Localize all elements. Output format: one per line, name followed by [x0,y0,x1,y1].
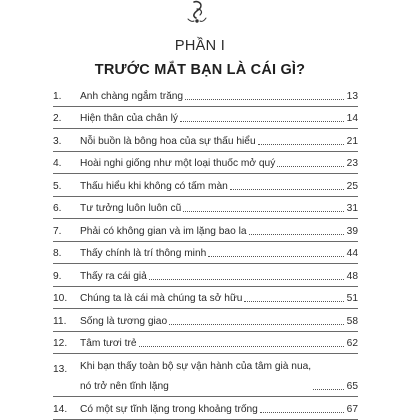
leader-dots [258,144,344,145]
toc-entry[interactable] [53,264,358,287]
toc-number: 13. [53,364,68,375]
toc-entry[interactable] [53,397,358,420]
toc-title: Khi bạn thấy toàn bộ sự vận hành của tâm già nua, [80,361,312,372]
toc-page-number: 21 [346,135,358,147]
toc-title: Anh chàng ngắm trăng [80,90,184,102]
toc-title: Chúng ta là cái mà chúng ta sở hữu [80,293,243,304]
toc-number: 1. [53,90,62,102]
toc-number: 5. [53,180,62,192]
leader-dots [277,166,343,167]
toc-entry[interactable] [53,354,358,397]
toc-page-number: 44 [346,248,358,259]
leader-dots [149,279,344,280]
toc-page-number: 51 [346,293,358,304]
toc-title: Tâm tươi trẻ [80,338,137,349]
toc-entry[interactable] [53,84,358,107]
toc-number: 3. [53,135,62,147]
toc-page-number: 65 [346,381,358,392]
leader-dots [230,189,344,190]
part-label: PHẦN I [174,38,226,54]
toc-number: 7. [53,225,62,237]
toc-number: 9. [53,270,62,282]
toc-entry[interactable] [53,152,358,175]
toc-number: 12. [53,338,68,349]
toc-entry[interactable] [53,197,358,220]
toc-page-number: 58 [346,315,358,327]
toc-title: Thấy ra cái giả [80,270,147,282]
leader-dots [244,301,343,302]
toc-title: Tư tưởng luôn luôn cũ [80,203,182,214]
toc-number: 11. [53,315,67,327]
toc-entry[interactable] [53,107,358,130]
toc-number: 8. [53,248,62,259]
leader-dots [185,99,344,100]
leader-dots [169,324,344,325]
toc-title: Hiện thân của chân lý [80,113,178,124]
toc-entry[interactable] [53,309,358,332]
toc-page-number: 13 [346,90,358,102]
leader-dots [183,211,343,212]
toc-page-number: 23 [346,158,358,169]
toc-number: 4. [53,158,62,169]
leader-dots [180,121,344,122]
toc-page-number: 67 [346,403,358,415]
part-title: TRƯỚC MẮT BẠN LÀ CÁI GÌ? [94,62,306,78]
toc-title: Sống là tương giao [80,315,168,327]
leader-dots [313,389,344,390]
toc-entry[interactable] [53,287,358,310]
toc-entry[interactable] [53,129,358,152]
leader-dots [139,346,344,347]
toc-title: Hoài nghi giống như một loại thuốc mở quý [80,158,276,169]
toc-number: 2. [53,113,62,124]
leader-dots [208,256,343,257]
toc-number: 14. [53,403,68,415]
toc-title: Có một sự tĩnh lặng trong khoảng trống [80,403,258,415]
toc-title: Thấu hiểu khi không có tấm màn [80,180,228,192]
toc-title: Thấy chính là trí thông minh [80,248,207,259]
toc-page-number: 48 [346,270,358,282]
toc-number: 10. [53,293,68,304]
toc-entry[interactable] [53,219,358,242]
toc-number: 6. [53,203,62,214]
decorative-flourish-icon [182,0,212,24]
toc-page-number: 14 [346,113,358,124]
leader-dots [260,412,344,413]
toc-page-number: 62 [346,338,358,349]
toc-entry[interactable] [53,332,358,355]
toc-title: Nỗi buồn là bông hoa của sự thấu hiểu [80,135,256,147]
toc-entry[interactable] [53,242,358,265]
toc-entry[interactable] [53,174,358,197]
toc-title-continued: nó trở nên tĩnh lặng [80,381,169,392]
leader-dots [249,234,344,235]
table-of-contents [53,84,358,420]
toc-title: Phải có không gian và im lặng bao la [80,225,247,237]
toc-page-number: 39 [346,225,358,237]
toc-page-number: 25 [346,180,358,192]
toc-page-number: 31 [346,203,358,214]
